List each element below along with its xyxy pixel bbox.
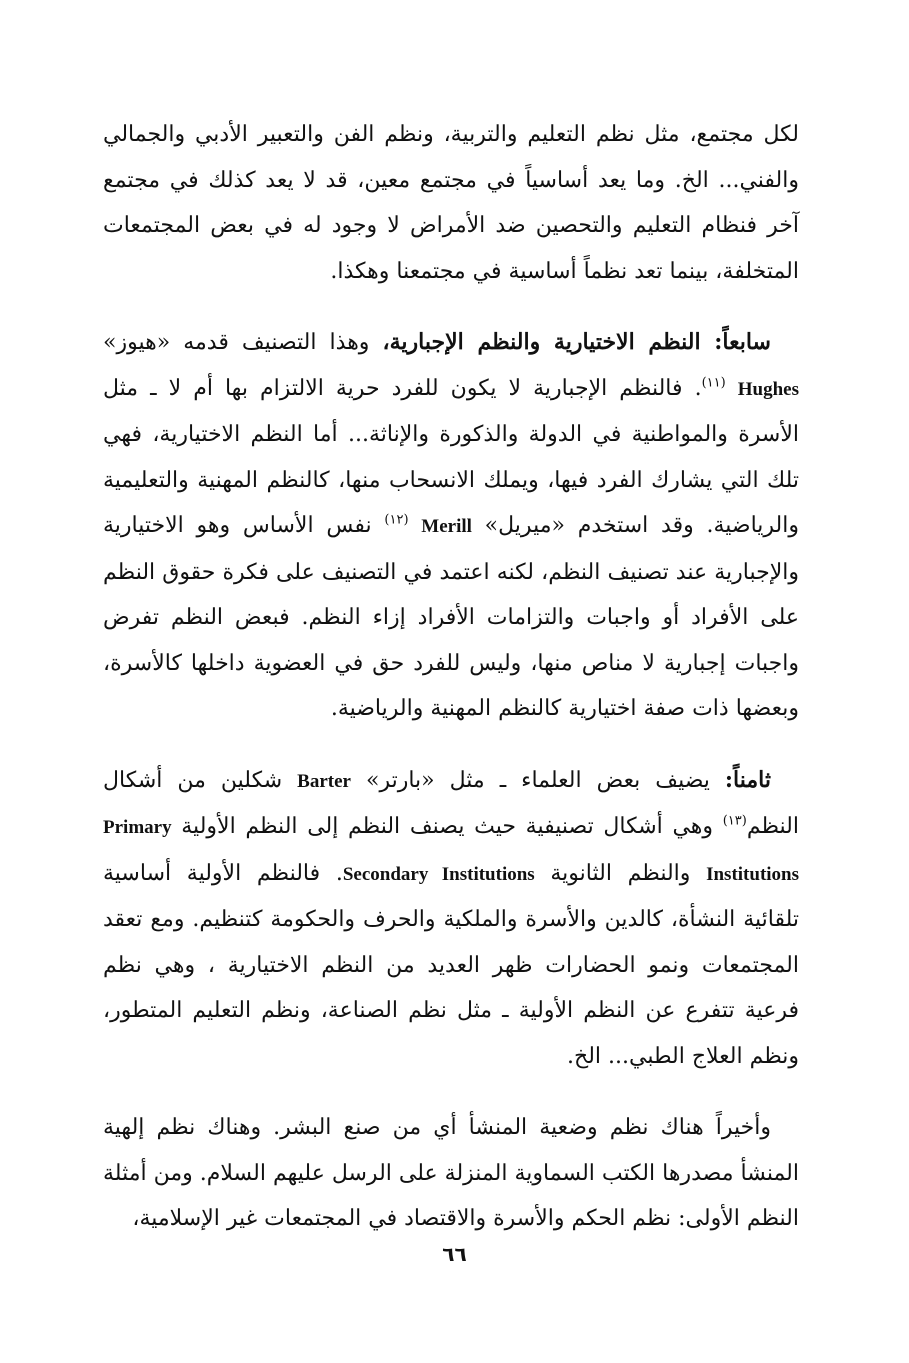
section-heading-eighth: ثامناً: xyxy=(724,766,771,793)
footnote-ref-13: (١٣) xyxy=(722,813,747,829)
latin-term-merill: Merill xyxy=(421,516,472,537)
paragraph-eighth-text-1: يضيف بعض العلماء ـ مثل «بارتر» xyxy=(350,767,725,793)
footnote-ref-11: (١١) xyxy=(701,375,726,391)
paragraph-final-text: وأخيراً هناك نظم وضعية المنشأ أي من صنع البشر. وهناك نظم إلهية المنشأ مصدرها الكتب السماوية المنزلة على الرسل عليهم السلام. ومن أمثلة النظم الأولى: نظم الحكم والأسرة والاقتصاد في المجتمعات غير الإسلامية، xyxy=(103,1115,799,1231)
page-body xyxy=(103,112,799,1268)
paragraph-eighth xyxy=(103,758,799,1080)
paragraph-1-text: لكل مجتمع، مثل نظم التعليم والتربية، ونظم الفن والتعبير الأدبي والجمالي والفني... الخ. وما يعد أساسياً في مجتمع معين، قد لا يعد كذلك في مجتمع آخر فنظام التعليم والتحصين ضد الأمراض لا وجود له في بعض المجتمعات المتخلفة، بينما تعد نظماً أساسية في مجتمعنا وهكذا. xyxy=(103,122,799,284)
page-number: ٦٦ xyxy=(442,1242,467,1266)
paragraph-eighth-text-5: . فالنظم الأولية أساسية تلقائية النشأة، كالدين والأسرة والملكية والحرف والحكومة كتنظيم. ومع تعقد المجتمعات ونمو الحضارات ظهر العديد من النظم الاختيارية ، وهي نظم فرعية تتفرع عن النظم الأولية ـ مثل نظم الصناعة، ونظم التعليم المتطور، ونظم العلاج الطبي... الخ. xyxy=(103,860,799,1069)
section-heading-seventh: سابعاً: النظم الاختيارية والنظم الإجبارية، xyxy=(382,329,771,355)
paragraph-1 xyxy=(103,112,799,294)
footnote-ref-12: (١٢) xyxy=(384,512,409,528)
latin-term-primary-institutions: Primary Institutions xyxy=(103,817,800,885)
latin-term-hughes: Hughes xyxy=(737,378,799,400)
paragraph-eighth-text-2: شكلين من أشكال النظم xyxy=(103,767,799,839)
paragraph-eighth-text-4: والنظم الثانوية xyxy=(534,860,707,886)
paragraph-seventh-text-3: نفس الأساس وهو الاختيارية والإجبارية عند تصنيف النظم، لكنه اعتمد في التصنيف على فكرة حقوق النظم على الأفراد أو واجبات والتزامات الأفراد إزاء النظم. فبعض النظم تفرض واجبات إجبارية لا مناص منها، وليس للفرد حق في العضوية داخلها كالأسرة، وبعضها ذات صفة اختيارية كالنظم المهنية والرياضية. xyxy=(103,513,799,721)
latin-term-barter: Barter xyxy=(297,770,351,792)
latin-term-secondary-institutions: Secondary Institutions xyxy=(342,863,535,885)
paragraph-eighth-text-3: وهي أشكال تصنيفية حيث يصنف النظم إلى النظم الأولية xyxy=(171,814,723,839)
paragraph-final xyxy=(103,1105,799,1242)
paragraph-seventh-text-1: وهذا التصنيف قدمه «هيوز» xyxy=(103,330,383,355)
paragraph-seventh-text-2: . فالنظم الإجبارية لا يكون للفرد حرية الالتزام بها أم لا ـ مثل الأسرة والمواطنية في الدولة والذكورة والإناثة... أما النظم الاختيارية، فهي تلك التي يشارك الفرد فيها، ويملك الانسحاب منها، كالنظم المهنية والتعليمية والرياضية. وقد استخدم «ميريل» xyxy=(103,375,799,538)
paragraph-seventh xyxy=(103,320,799,732)
